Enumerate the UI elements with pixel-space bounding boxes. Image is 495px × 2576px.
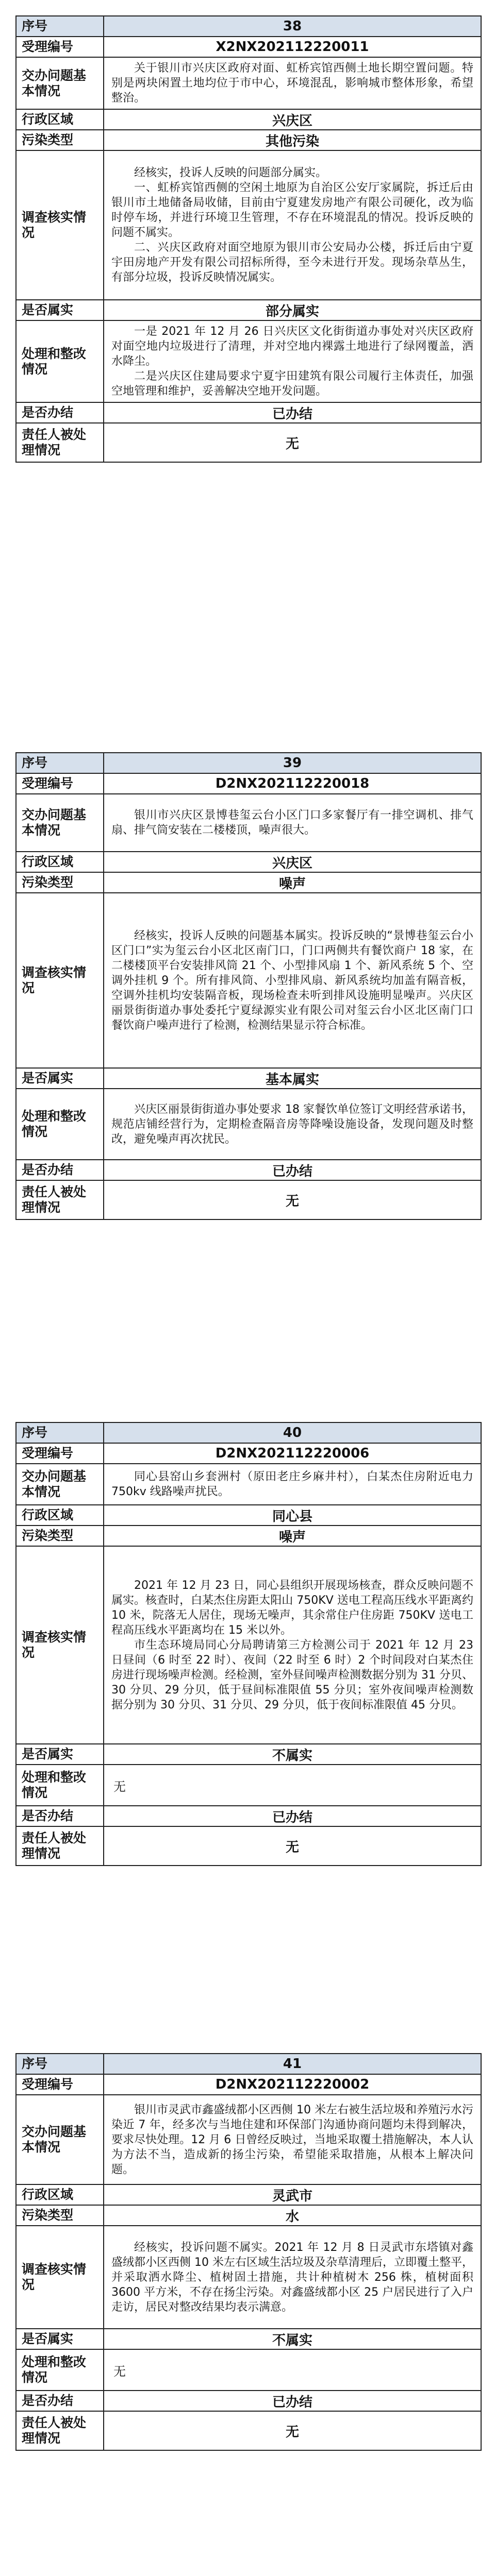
record-row	[16, 753, 481, 773]
record-row	[16, 2095, 481, 2184]
record-table	[15, 1422, 482, 1866]
record-verified: 部分属实	[104, 300, 481, 320]
field-label: 行政区域	[16, 109, 104, 130]
field-label: 交办问题基本情况	[16, 794, 104, 852]
field-label: 处理和整改情况	[16, 1765, 104, 1806]
paragraph: 一、虹桥宾馆西侧的空闲土地原为自治区公安厅家属院，拆迁后由银川市土地储备局收储，目前由宁夏建发房地产有限公司硬化，改为临时停车场，并进行环境卫生管理，不存在环境混乱的情况。投诉反映的问题不属实。	[111, 181, 473, 239]
record-seq: 41	[104, 2054, 481, 2074]
paragraph: 无	[113, 2364, 126, 2379]
record-pollution: 噪声	[104, 1526, 481, 1546]
record-row	[16, 872, 481, 893]
record-row	[16, 423, 481, 462]
record-row	[16, 2349, 481, 2391]
field-label: 序号	[16, 753, 104, 773]
field-label: 处理和整改情况	[16, 1089, 104, 1160]
record-handling	[104, 1765, 481, 1806]
record-row	[16, 794, 481, 852]
record-verified: 不属实	[104, 2329, 481, 2349]
paragraph: 经核实，投诉人反映的问题基本属实。投诉反映的“景博巷玺云台小区门口”实为玺云台小区北区南门口，门口两侧共有餐饮商户 18 家，在二楼楼顶平台安装排风筒 21 个、小型排风扇 1 个、新风系统 5 个、空调外挂机 9 个。所有排风筒、小型排风扇、新风系统均加盖有隔音板，空调外挂机均安装隔音板，现场检查未听到排风设施明显噪声。兴庆区丽景街街道办事处委托宁夏绿源实业有限公司对玺云台小区北区南门口餐饮商户噪声进行了检测，检测结果显示符合标准。	[111, 929, 473, 1032]
record-card	[15, 2053, 482, 2451]
record-row	[16, 2411, 481, 2450]
record-row	[16, 1068, 481, 1089]
record-row	[16, 2074, 481, 2095]
paragraph: 二是兴庆区住建局要求宁夏宇田建筑有限公司履行主体责任，加强空地管理和维护，妥善解决空地开发问题。	[111, 370, 473, 398]
record-case-no: X2NX202112220011	[104, 37, 481, 57]
record-closed: 已办结	[104, 402, 481, 423]
paragraph: 经核实，投诉问题不属实。2021 年 12 月 8 日灵武市东塔镇对鑫盛绒都小区西侧 10 米左右区域生活垃圾及杂草清理后，立即覆土整平，并采取洒水降尘、植树固土措施，共计种植树木 256 株，植树面积 3600 平方米，不存在扬尘污染。对鑫盛绒都小区 25 户居民进行了入户走访，居民对整改结果均表示满意。	[111, 2241, 473, 2314]
field-label: 责任人被处理情况	[16, 423, 104, 462]
paragraph: 无	[113, 1779, 126, 1794]
record-accountability: 无	[104, 2411, 481, 2450]
record-row	[16, 2391, 481, 2411]
field-label: 污染类型	[16, 1526, 104, 1546]
record-seq: 39	[104, 753, 481, 773]
record-case-no: D2NX202112220006	[104, 1443, 481, 1464]
record-verified: 基本属实	[104, 1068, 481, 1089]
paragraph: 经核实，投诉人反映的问题部分属实。	[134, 166, 327, 179]
record-row	[16, 1464, 481, 1505]
record-investigation	[104, 2226, 481, 2329]
field-label: 是否办结	[16, 402, 104, 423]
record-district: 同心县	[104, 1505, 481, 1526]
field-label: 交办问题基本情况	[16, 2095, 104, 2184]
paragraph: 一是 2021 年 12 月 26 日兴庆区文化街街道办事处对兴庆区政府对面空地内垃圾进行了清理，并对空地内裸露土地进行了绿网覆盖，洒水降尘。	[111, 325, 473, 368]
record-row	[16, 1089, 481, 1160]
paragraph: 银川市兴庆区景博巷玺云台小区门口多家餐厅有一排空调机、排气扇、排气筒安装在二楼楼顶，噪声很大。	[111, 809, 473, 837]
record-closed: 已办结	[104, 1806, 481, 1826]
field-label: 交办问题基本情况	[16, 57, 104, 109]
record-case-no: D2NX202112220018	[104, 773, 481, 794]
record-row	[16, 1160, 481, 1180]
field-label: 行政区域	[16, 852, 104, 872]
field-label: 行政区域	[16, 1505, 104, 1526]
field-label: 受理编号	[16, 2074, 104, 2095]
record-accountability: 无	[104, 1826, 481, 1866]
field-label: 受理编号	[16, 37, 104, 57]
record-row	[16, 1443, 481, 1464]
paragraph: 银川市灵武市鑫盛绒都小区西侧 10 米左右被生活垃圾和养殖污水污染近 7 年，经多次与当地住建和环保部门沟通协商问题均未得到解决，要求尽快处理。12 月 6 日曾经反映过，当地采取覆土措施解决，本人认为方法不当，造成新的扬尘污染，希望能采取措施，从根本上解决问题。	[111, 2103, 473, 2176]
record-row	[16, 1526, 481, 1546]
record-table	[15, 2053, 482, 2451]
field-label: 序号	[16, 16, 104, 37]
field-label: 责任人被处理情况	[16, 2411, 104, 2450]
record-row	[16, 1546, 481, 1744]
field-label: 责任人被处理情况	[16, 1826, 104, 1866]
record-row	[16, 320, 481, 402]
record-investigation	[104, 150, 481, 300]
record-investigation	[104, 1546, 481, 1744]
field-label: 处理和整改情况	[16, 2349, 104, 2391]
record-row	[16, 1422, 481, 1443]
field-label: 调查核实情况	[16, 1546, 104, 1744]
record-row	[16, 1826, 481, 1866]
record-issue	[104, 2095, 481, 2184]
field-label: 调查核实情况	[16, 2226, 104, 2329]
field-label: 调查核实情况	[16, 893, 104, 1068]
field-label: 是否属实	[16, 1068, 104, 1089]
field-label: 是否属实	[16, 2329, 104, 2349]
record-row	[16, 2184, 481, 2205]
record-issue	[104, 1464, 481, 1505]
record-row	[16, 852, 481, 872]
field-label: 是否办结	[16, 1160, 104, 1180]
record-seq: 40	[104, 1422, 481, 1443]
record-row	[16, 893, 481, 1068]
paragraph: 二、兴庆区政府对面空地原为银川市公安局办公楼，拆迁后由宁夏宇田房地产开发有限公司招标所得，至今未进行开发。现场杂草丛生，有部分垃圾，投诉反映情况属实。	[111, 241, 473, 284]
record-row	[16, 130, 481, 150]
record-issue	[104, 794, 481, 852]
record-card	[15, 1422, 482, 1866]
record-table	[15, 15, 482, 463]
field-label: 污染类型	[16, 872, 104, 893]
field-label: 是否属实	[16, 1744, 104, 1765]
record-handling	[104, 1089, 481, 1160]
paragraph: 兴庆区丽景街街道办事处要求 18 家餐饮单位签订文明经营承诺书，规范店铺经营行为，定期检查隔音房等降噪设施设备，发现问题及时整改，避免噪声再次扰民。	[111, 1103, 473, 1146]
record-verified: 不属实	[104, 1744, 481, 1765]
paragraph: 市生态环境局同心分局聘请第三方检测公司于 2021 年 12 月 23 日昼间（6 时至 22 时）、夜间（22 时至 6 时）2 个时间段对白某杰住房进行现场噪声检测。经检测，室外昼间噪声检测数据分别为 31 分贝、30 分贝、29 分贝，低于昼间标准限值 55 分贝；室外夜间噪声检测数据分别为 30 分贝、31 分贝、29 分贝，低于夜间标准限值 45 分贝。	[111, 1638, 473, 1711]
record-row	[16, 109, 481, 130]
record-card	[15, 752, 482, 1220]
field-label: 行政区域	[16, 2184, 104, 2205]
field-label: 污染类型	[16, 130, 104, 150]
record-district: 兴庆区	[104, 852, 481, 872]
record-row	[16, 37, 481, 57]
field-label: 序号	[16, 1422, 104, 1443]
record-case-no: D2NX202112220002	[104, 2074, 481, 2095]
record-row	[16, 150, 481, 300]
record-handling	[104, 2349, 481, 2391]
record-row	[16, 57, 481, 109]
field-label: 是否属实	[16, 300, 104, 320]
field-label: 污染类型	[16, 2205, 104, 2226]
record-row	[16, 2329, 481, 2349]
record-row	[16, 2054, 481, 2074]
record-closed: 已办结	[104, 2391, 481, 2411]
record-row	[16, 402, 481, 423]
record-row	[16, 1180, 481, 1219]
record-seq: 38	[104, 16, 481, 37]
field-label: 责任人被处理情况	[16, 1180, 104, 1219]
paragraph: 关于银川市兴庆区政府对面、虹桥宾馆西侧土地长期空置问题。特别是两块闲置土地均位于市中心，环境混乱，影响城市整体形象，希望整治。	[111, 62, 473, 105]
record-row	[16, 300, 481, 320]
record-row	[16, 16, 481, 37]
field-label: 交办问题基本情况	[16, 1464, 104, 1505]
record-row	[16, 2226, 481, 2329]
record-row	[16, 2205, 481, 2226]
field-label: 受理编号	[16, 1443, 104, 1464]
record-row	[16, 773, 481, 794]
record-row	[16, 1765, 481, 1806]
record-accountability: 无	[104, 423, 481, 462]
field-label: 是否办结	[16, 2391, 104, 2411]
record-investigation	[104, 893, 481, 1068]
record-district: 兴庆区	[104, 109, 481, 130]
record-pollution: 水	[104, 2205, 481, 2226]
field-label: 调查核实情况	[16, 150, 104, 300]
record-card	[15, 15, 482, 463]
record-row	[16, 1744, 481, 1765]
field-label: 序号	[16, 2054, 104, 2074]
record-table	[15, 752, 482, 1220]
record-pollution: 噪声	[104, 872, 481, 893]
record-issue	[104, 57, 481, 109]
record-accountability: 无	[104, 1180, 481, 1219]
field-label: 是否办结	[16, 1806, 104, 1826]
record-closed: 已办结	[104, 1160, 481, 1180]
record-handling	[104, 320, 481, 402]
record-row	[16, 1505, 481, 1526]
record-row	[16, 1806, 481, 1826]
paragraph: 2021 年 12 月 23 日，同心县组织开展现场核查，群众反映问题不属实。核查时，白某杰住房距太阳山 750KV 送电工程高压线水平距离约 10 米，院落无人居住，现场无噪声，其余常住户住房距 750KV 送电工程高压线水平距离均在 15 米以外。	[111, 1579, 473, 1637]
paragraph: 同心县窑山乡套洲村（原田老庄乡麻井村），白某杰住房附近电力 750kv 线路噪声扰民。	[111, 1470, 473, 1498]
field-label: 处理和整改情况	[16, 320, 104, 402]
field-label: 受理编号	[16, 773, 104, 794]
record-district: 灵武市	[104, 2184, 481, 2205]
record-pollution: 其他污染	[104, 130, 481, 150]
